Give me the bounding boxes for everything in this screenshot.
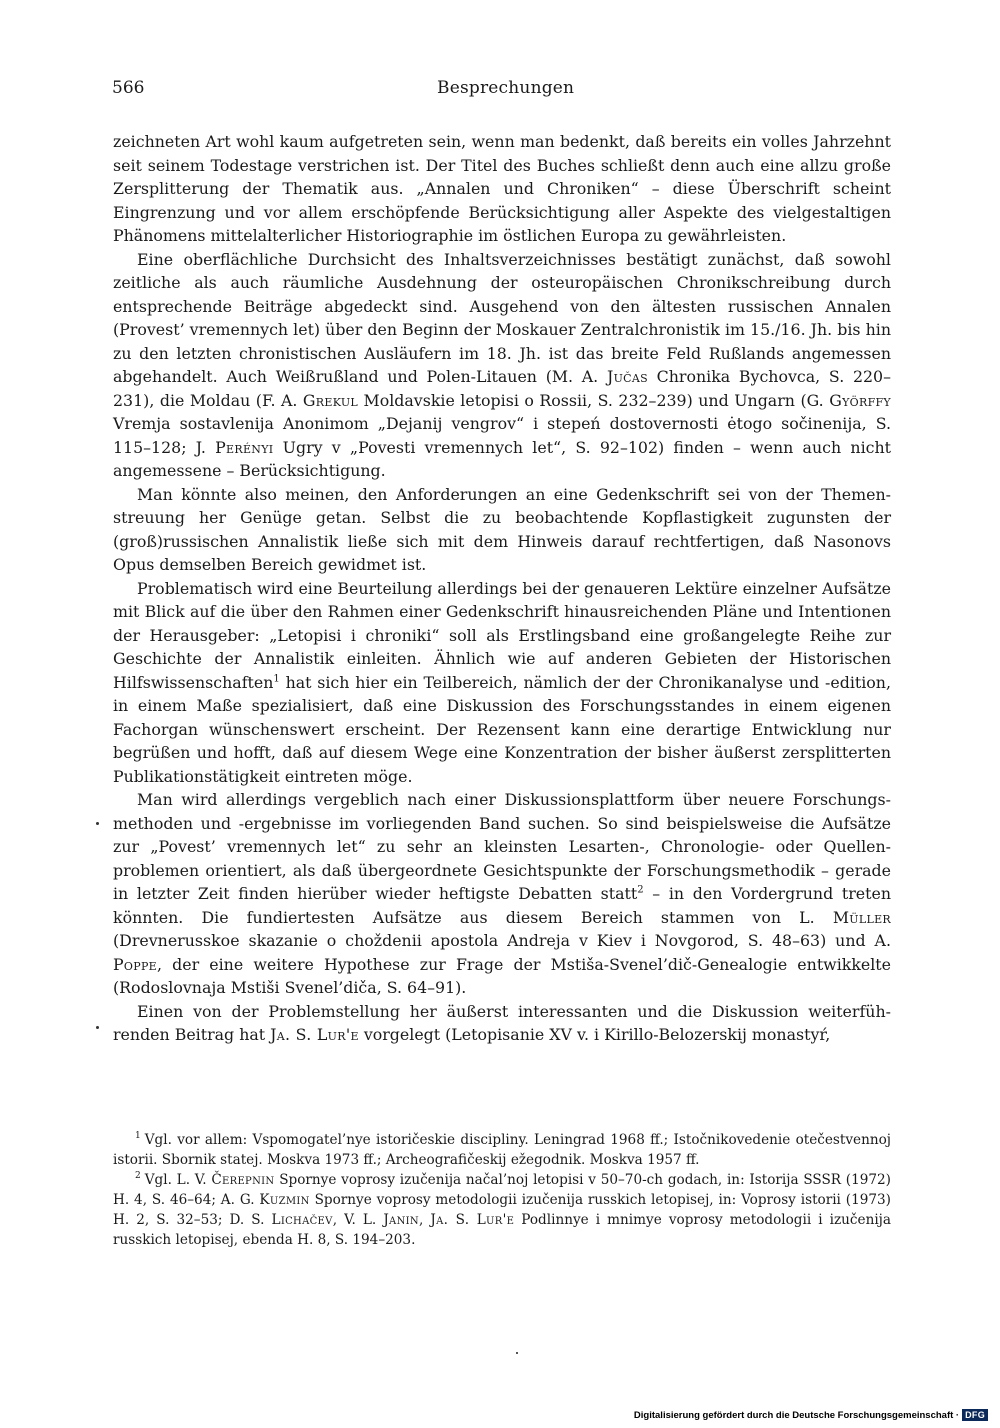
- margin-dot: [96, 1026, 99, 1029]
- author-name: Kuzmin: [259, 1192, 310, 1208]
- scan-artifact: [516, 1352, 518, 1354]
- running-head-title: Besprechungen: [437, 78, 575, 98]
- text-run: Spornye voprosy izučenija načal’noj letopisi v 50–70-ch godach, in: Istorija SSSR (1972) H. 4, S. 46–64; A. G.: [113, 1172, 891, 1208]
- author-name: Ja. S. Lur'e: [270, 1025, 359, 1044]
- text-run: Eine oberflächliche Durchsicht des Inhaltsverzeichnisses bestätigt zunächst, daß sowohl zeitliche als auch räumliche Ausdehnung der osteuropäischen Chronikschreibung durch entsprechende Beiträge abgedeckt sind. Ausgehend von den ältesten russischen Annalen (Provest’ vremennych let) über den Beginn der Moskauer Zentralchronistik im 15./16. Jh. bis hin zu den letzten chronistischen Ausläufern im 18. Jh. ist das breite Feld Rußlands angemessen abgehandelt. Auch Weißrußland und Polen-Litauen (M. A.: [113, 249, 891, 386]
- footnote: [113, 1130, 891, 1170]
- footnote-ref: 2: [637, 884, 644, 896]
- footnotes: [113, 1130, 891, 1250]
- text-run: , V. L.: [332, 1212, 384, 1228]
- footnote-text: Vgl. vor allem: Vspomogatel’nye istoričeskie discipliny. Leningrad 1968 ff.; Istočnikovedenie otečestvennoj istorii. Sbornik statej. Moskva 1973 ff.; Archeografičeskij ežegodnik. Moskva 1957 ff.: [113, 1132, 891, 1168]
- text-run: , der eine weitere Hypothese zur Frage der Mstiša-Svenel’dič-Genealogie entwikkelte (Rodoslovnaja Mstiši Svenel’diča, S. 64–91).: [113, 954, 891, 997]
- author-name: Ja. S. Lur'e: [430, 1212, 515, 1228]
- author-name: Jučas: [606, 367, 648, 386]
- dfg-logo: DFG: [962, 1409, 988, 1421]
- author-name: Poppe: [113, 954, 157, 974]
- running-head: [112, 78, 892, 102]
- text-run: – in den Vordergrund treten könnten. Die fundiertesten Aufsätze aus diesem Bereich stammen von L.: [113, 884, 891, 927]
- paragraph: [113, 577, 891, 789]
- author-name: Györffy: [829, 390, 891, 410]
- credit-text: Digitalisierung gefördert durch die Deutsche Forschungsgemeinschaft ·: [633, 1409, 960, 1421]
- body-text: [113, 130, 891, 1047]
- paragraph: [113, 1000, 891, 1047]
- margin-dot: [96, 822, 99, 825]
- footnote-mark: 2: [135, 1171, 141, 1182]
- text-run: Einen von der Problemstellung her äußerst interessanten und die Diskussion weiterführenden Beitrag hat: [113, 1001, 891, 1044]
- footnote-ref: 1: [273, 673, 280, 685]
- text-run: Vremja sostavlenija Anonimom „Dejanij vengrov“ i stepeń dostovernosti ėtogo sočinenija, S. 115–128; J.: [113, 414, 891, 457]
- author-name: Lichačev: [271, 1212, 333, 1228]
- author-name: Grekul: [302, 390, 359, 410]
- text-run: (Drevnerusskoe skazanie o choždenii apostola Andreja v Kiev i Novgorod, S. 48–63) und A.: [113, 931, 891, 950]
- text-run: Vgl. L. V.: [144, 1172, 212, 1188]
- text-run: ,: [418, 1212, 431, 1228]
- author-name: Čerepnin: [211, 1172, 275, 1188]
- paragraph: zeichneten Art wohl kaum aufgetreten sein, wenn man bedenkt, daß bereits ein volles Jahrzehnt seit seinem Todestage verstrichen ist. Der Titel des Buches schließt denn auch eine allzu große Zersplitterung der Thematik aus. „Annalen und Chroniken“ – diese Überschrift scheint Eingrenzung und vor allem erschöpfende Berücksichtigung aller Aspekte des vielgestaltigen Phänomens mittelalterlicher Historiographie im östlichen Europa zu gewährleisten.: [113, 132, 891, 245]
- text-run: Problematisch wird eine Beurteilung allerdings bei der genaueren Lektüre einzelner Aufsätze mit Blick auf die über den Rahmen einer Gedenkschrift hinausreichenden Pläne und Intentionen der Herausgeber: „Letopisi i chroniki“ soll als Erstlingsband eine großangelegte Reihe zur Geschichte der Annalistik einleiten. Ähnlich wie auf anderen Gebieten der Historischen Hilfswissenschaften: [113, 578, 891, 692]
- text-run: Ugry v „Povesti vremennych let“, S. 92–102) finden – wenn auch nicht angemessene – Berücksichtigung.: [113, 437, 891, 480]
- paragraph: [113, 248, 891, 483]
- text-run: Chronika Bychovca, S. 220–231), die Moldau (F. A.: [113, 367, 891, 410]
- digitization-credit: [634, 1408, 988, 1422]
- footnote-mark: 1: [135, 1131, 141, 1142]
- text-run: hat sich hier ein Teilbereich, nämlich der der Chronikanalyse und -edition, in einem Maße spezialisiert, daß eine Diskussion des Forschungsstandes in einem eigenen Fachorgan wünschenswert erscheint. Der Rezensent kann eine derartige Entwicklung nur begrüßen und hofft, daß auf diesem Wege eine Konzentration der bisher äußerst zersplitterten Publikationstätigkeit eintreten möge.: [113, 672, 891, 786]
- text-run: Podlinnye i mnimye voprosy metodologii i izučenija russkich letopisej, ebenda H. 8, S. 194–203.: [113, 1212, 892, 1248]
- author-name: Perényi: [215, 437, 274, 457]
- paragraph: Man könnte also meinen, den Anforderungen an eine Gedenkschrift sei von der Themenstreuung her Genüge getan. Selbst die zu beobachtende Kopflastigkeit zugunsten der (groß)russischen Annalistik ließe sich mit dem Hinweis darauf rechtfertigen, daß Nasonovs Opus demselben Bereich gewidmet ist.: [113, 484, 891, 574]
- author-name: Müller: [832, 907, 891, 927]
- text-run: vorgelegt (Letopisanie XV v. i Kirillo-Belozerskij monastyŕ,: [358, 1025, 831, 1044]
- author-name: Janin: [383, 1212, 419, 1228]
- footnote: [113, 1170, 891, 1250]
- paragraph: [113, 788, 891, 1000]
- text-run: Moldavskie letopisi o Rossii, S. 232–239) und Ungarn (G.: [358, 390, 830, 410]
- page-number: 566: [112, 78, 145, 98]
- text-run: Spornye voprosy metodologii izučenija russkich letopisej, in: Voprosy istorii (1973) H. 2, S. 32–53; D. S.: [113, 1192, 891, 1228]
- text-run: Man wird allerdings vergeblich nach einer Diskussionsplattform über neuere Forschungsmethoden und -ergebnisse im vorliegenden Band suchen. So sind beispielsweise die Aufsätze zur „Povest’ vremennych let“ zu sehr an kleinsten Lesarten-, Chronologie- oder Quellenproblemen orientiert, als daß übergeordnete Gesichtspunkte der Forschungsmethodik – gerade in letzter Zeit finden hierüber wieder heftigste Debatten statt: [113, 790, 891, 903]
